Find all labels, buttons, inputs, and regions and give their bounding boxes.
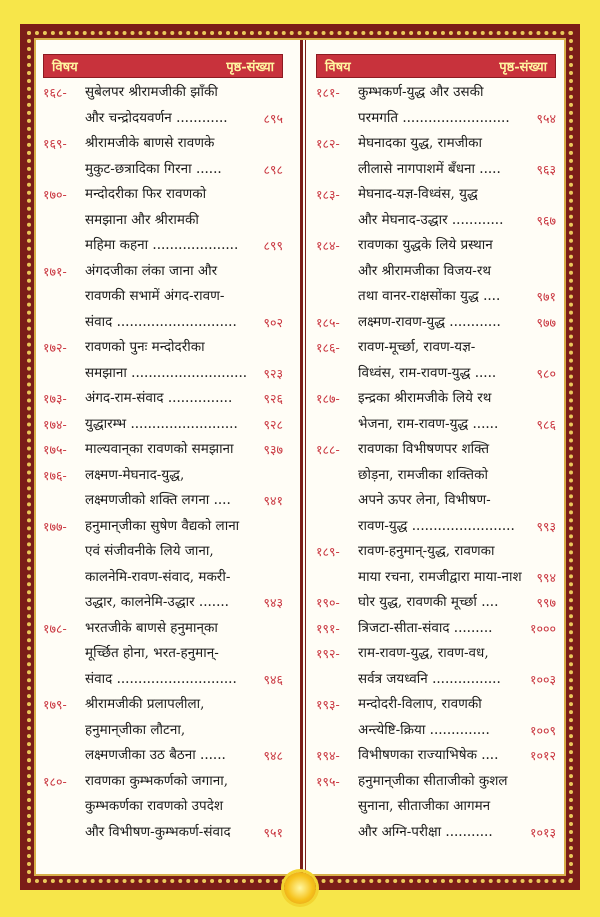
entry-number: १७०- — [43, 187, 67, 202]
sun-ornament-icon — [284, 872, 316, 904]
entry-number — [316, 463, 358, 489]
entry-number — [316, 259, 358, 285]
entry-title: अंगद-राम-संवाद ............... — [85, 390, 233, 406]
entry-title: उद्धार, कालनेमि-उद्धार ....... — [85, 594, 229, 610]
left-entries — [43, 80, 283, 845]
toc-entry — [316, 310, 556, 336]
entry-title: रावण-युद्ध ........................ — [358, 517, 515, 534]
entry-number — [316, 820, 358, 846]
entry-title: भरतजीके बाणसे हनुमान्‌का — [85, 619, 218, 636]
entry-title: और श्रीरामजीका विजय-रथ — [358, 262, 491, 279]
entry-number — [316, 718, 358, 744]
entry-title: और विभीषण-कुम्भकर्ण-संवाद — [85, 823, 231, 840]
entry-title: श्रीरामजीके बाणसे रावणके — [85, 135, 215, 151]
toc-entry — [43, 131, 283, 182]
toc-line — [43, 590, 283, 616]
entry-number: १७४- — [43, 416, 67, 432]
entry-title: घोर युद्ध, रावणकी मूर्च्छा .... — [358, 594, 499, 610]
page-number: १००० — [529, 620, 556, 636]
toc-line — [43, 463, 283, 489]
entry-title: कुम्भकर्ण-युद्ध और उसकी — [358, 84, 484, 100]
toc-line — [316, 361, 556, 387]
entry-number: १७३- — [43, 391, 67, 406]
entry-title: महिमा कहना .................... — [85, 237, 239, 253]
left-column — [43, 54, 283, 845]
entry-number: १९४- — [316, 748, 340, 763]
entry-title: लक्ष्मणजीका उठ बैठना ...... — [85, 747, 226, 763]
page-number: ९९७ — [536, 595, 556, 610]
entry-title: विभीषणका राज्याभिषेक .... — [358, 747, 499, 763]
toc-line — [316, 718, 556, 744]
entry-number: १७५- — [43, 442, 67, 457]
toc-line — [43, 208, 283, 234]
entry-title: मन्दोदरी-विलाप, रावणकी — [358, 696, 482, 712]
entry-number: १८५- — [316, 314, 340, 330]
entry-title: हनुमान्‌जीका सुषेण वैद्यको लाना — [85, 517, 240, 534]
entry-title: संवाद ............................ — [85, 670, 237, 687]
entry-title: अंगदजीका लंका जाना और — [85, 262, 218, 279]
entry-number — [43, 284, 85, 310]
entry-number — [316, 157, 358, 183]
entry-number — [43, 565, 85, 591]
toc-line — [43, 565, 283, 591]
entry-number — [316, 361, 358, 387]
right-column — [316, 54, 556, 845]
entry-number — [43, 667, 85, 693]
toc-entry — [43, 386, 283, 412]
entry-number: १९५- — [316, 773, 340, 789]
entry-title: लक्ष्मण-रावण-युद्ध ............ — [358, 313, 501, 330]
toc-entry — [43, 259, 283, 336]
entry-number — [43, 106, 85, 132]
toc-line — [43, 106, 283, 132]
toc-line — [43, 820, 283, 846]
toc-line — [316, 310, 556, 336]
toc-entry — [316, 233, 556, 310]
entry-title: हनुमान्‌जीका लौटना, — [85, 721, 186, 738]
page-number: ९४३ — [263, 595, 283, 610]
toc-line — [316, 488, 556, 514]
toc-line — [43, 514, 283, 540]
entry-title: युद्धारम्भ ......................... — [85, 415, 238, 432]
entry-number: १७९- — [43, 697, 67, 712]
toc-line — [316, 412, 556, 438]
toc-line — [316, 820, 556, 846]
toc-line — [43, 157, 283, 183]
entry-title: सुनाना, सीताजीका आगमन — [358, 798, 491, 814]
page-number: ९७७ — [536, 314, 556, 330]
page-number: ९७१ — [536, 289, 556, 304]
entry-title: सुबेलपर श्रीरामजीकी झाँकी — [85, 84, 218, 100]
entry-number: १८३- — [316, 187, 340, 202]
entry-title: समझाना और श्रीरामकी — [85, 211, 199, 228]
toc-line — [316, 463, 556, 489]
entry-title: रावणका कुम्भकर्णको जगाना, — [85, 772, 229, 789]
entry-number: १९१- — [316, 620, 340, 636]
toc-line — [43, 718, 283, 744]
toc-line — [316, 284, 556, 310]
entry-number — [316, 794, 358, 820]
page-number: ८९९ — [263, 238, 283, 253]
entry-title: मूर्च्छित होना, भरत-हनुमान्- — [85, 645, 219, 661]
toc-line — [316, 667, 556, 693]
toc-line — [316, 539, 556, 565]
entry-title: तथा वानर-राक्षसोंका युद्ध .... — [358, 288, 501, 304]
entry-title: रावणको पुनः मन्दोदरीका — [85, 339, 205, 355]
entry-title: श्रीरामजीकी प्रलापलीला, — [85, 696, 205, 712]
toc-line — [316, 259, 556, 285]
entry-number: १८८- — [316, 442, 340, 457]
entry-number: १८७- — [316, 391, 340, 406]
entry-title: इन्द्रका श्रीरामजीके लिये रथ — [358, 390, 492, 406]
entry-title: लक्ष्मणजीको शक्ति लगना .... — [85, 492, 231, 508]
toc-entry — [316, 641, 556, 692]
column-divider — [300, 40, 303, 874]
toc-line — [43, 80, 283, 106]
entry-number — [316, 565, 358, 591]
toc-line — [316, 641, 556, 667]
page-number: ९८६ — [536, 416, 556, 432]
toc-line — [316, 335, 556, 361]
toc-entry — [316, 769, 556, 846]
entry-title: माया रचना, रामजीद्वारा माया-नाश — [358, 568, 522, 585]
entry-number — [43, 820, 85, 846]
entry-title: कुम्भकर्णका रावणको उपदेश — [85, 798, 224, 814]
toc-line — [43, 488, 283, 514]
toc-line — [316, 565, 556, 591]
entry-number: १६८- — [43, 85, 67, 100]
entry-title: छोड़ना, रामजीका शक्तिको — [358, 466, 488, 483]
entry-number: १७१- — [43, 263, 67, 279]
entry-number: १८६- — [316, 340, 340, 355]
toc-line — [43, 769, 283, 795]
page-number: ८९८ — [263, 161, 283, 177]
page-number: ९२३ — [263, 365, 283, 381]
toc-entry — [316, 539, 556, 590]
entry-title: रावण-मूर्च्छा, रावण-यज्ञ- — [358, 339, 476, 355]
entry-number — [43, 208, 85, 234]
entry-number — [316, 208, 358, 234]
page-number: १०१३ — [529, 824, 556, 840]
toc-line — [316, 769, 556, 795]
entry-number: १९२- — [316, 646, 340, 661]
toc-line — [316, 157, 556, 183]
right-column-header — [316, 54, 556, 78]
toc-entry — [316, 182, 556, 233]
entry-number — [316, 667, 358, 693]
toc-line — [43, 131, 283, 157]
toc-entry — [316, 692, 556, 743]
page-number: ८९५ — [263, 110, 283, 126]
entry-number — [43, 361, 85, 387]
entry-title: मन्दोदरीका फिर रावणको — [85, 186, 207, 202]
entry-title: सर्वत्र जयध्वनि ................ — [358, 670, 501, 687]
entry-title: कालनेमि-रावण-संवाद, मकरी- — [85, 568, 231, 585]
entry-title: त्रिजटा-सीता-संवाद ......... — [358, 619, 493, 636]
toc-entry — [43, 514, 283, 616]
left-column-header — [43, 54, 283, 78]
entry-number — [316, 284, 358, 310]
toc-entry — [316, 335, 556, 386]
toc-line — [43, 412, 283, 438]
entry-number — [43, 488, 85, 514]
page-number: ९५४ — [536, 110, 556, 126]
entry-title: रावण-हनुमान्-युद्ध, रावणका — [358, 543, 495, 559]
toc-line — [316, 106, 556, 132]
entry-number: १९०- — [316, 595, 340, 610]
toc-entry — [43, 182, 283, 259]
toc-entry — [43, 412, 283, 438]
entry-number — [43, 539, 85, 565]
page-number: ९४६ — [263, 671, 283, 687]
entry-title: अन्त्येष्टि-क्रिया .............. — [358, 721, 490, 738]
entry-number: १६९- — [43, 136, 67, 151]
entry-title: समझाना ........................... — [85, 364, 248, 381]
entry-title: और अग्नि-परीक्षा ........... — [358, 823, 493, 840]
toc-line — [43, 233, 283, 259]
page-number: ९४८ — [263, 748, 283, 763]
entry-number — [43, 233, 85, 259]
toc-entry — [43, 692, 283, 769]
toc-line — [43, 743, 283, 769]
toc-line — [316, 80, 556, 106]
subject-label: विषय — [325, 60, 351, 75]
entry-number — [316, 514, 358, 540]
entry-title: रावणका युद्धके लिये प्रस्थान — [358, 237, 493, 253]
toc-line — [316, 233, 556, 259]
entry-number — [43, 794, 85, 820]
entry-title: और मेघनाद-उद्धार ............ — [358, 211, 504, 228]
entry-number — [316, 488, 358, 514]
toc-line — [43, 692, 283, 718]
entry-title: रावणका विभीषणपर शक्ति — [358, 441, 490, 457]
entry-number: १७६- — [43, 467, 67, 483]
toc-line — [316, 514, 556, 540]
page-number: ९४१ — [263, 493, 283, 508]
toc-entry — [43, 335, 283, 386]
page-number: १०१२ — [529, 748, 556, 763]
toc-entry — [43, 463, 283, 514]
entry-number — [43, 718, 85, 744]
toc-entry — [316, 80, 556, 131]
entry-number: १८४- — [316, 238, 340, 253]
entry-number — [316, 412, 358, 438]
toc-line — [43, 794, 283, 820]
entry-title: मेघनादका युद्ध, रामजीका — [358, 135, 483, 151]
page-number: १००९ — [529, 722, 556, 738]
entry-title: मुकुट-छत्रादिका गिरना ...... — [85, 160, 222, 177]
toc-line — [43, 641, 283, 667]
toc-line — [43, 361, 283, 387]
entry-number: १८९- — [316, 544, 340, 559]
entry-title: लक्ष्मण-मेघनाद-युद्ध, — [85, 466, 185, 483]
toc-line — [316, 131, 556, 157]
toc-entry — [316, 437, 556, 539]
entry-number — [43, 590, 85, 616]
entry-number: १८०- — [43, 773, 67, 789]
toc-line — [43, 284, 283, 310]
toc-line — [43, 667, 283, 693]
toc-line — [316, 437, 556, 463]
entry-number: १८२- — [316, 136, 340, 151]
page-number: ९८० — [536, 365, 556, 381]
toc-entry — [316, 590, 556, 616]
entry-number — [43, 641, 85, 667]
page-number: ९९४ — [536, 569, 556, 585]
toc-entry — [43, 437, 283, 463]
entry-title: विध्वंस, राम-रावण-युद्ध ..... — [358, 364, 497, 381]
toc-line — [43, 539, 283, 565]
toc-line — [43, 616, 283, 642]
subject-label: विषय — [52, 60, 78, 75]
toc-line — [316, 692, 556, 718]
entry-title: संवाद ............................ — [85, 313, 237, 330]
entry-title: हनुमान्‌जीका सीताजीको कुशल — [358, 772, 508, 789]
entry-number — [43, 743, 85, 769]
entry-number: १७८- — [43, 620, 67, 636]
toc-line — [43, 437, 283, 463]
entry-number: १७२- — [43, 340, 67, 355]
toc-line — [316, 386, 556, 412]
toc-entry — [316, 743, 556, 769]
entry-title: माल्यवान्‌का रावणको समझाना — [85, 441, 234, 457]
toc-line — [43, 335, 283, 361]
toc-line — [316, 794, 556, 820]
entry-title: अपने ऊपर लेना, विभीषण- — [358, 492, 491, 508]
page-number: ९६७ — [536, 212, 556, 228]
toc-line — [43, 386, 283, 412]
toc-line — [43, 259, 283, 285]
page-number: ९२६ — [263, 391, 283, 406]
toc-entry — [316, 131, 556, 182]
entry-number: १७७- — [43, 518, 67, 534]
entry-title: लीलासे नागपाशमें बँधना ..... — [358, 160, 501, 177]
toc-entry — [316, 386, 556, 437]
toc-line — [316, 208, 556, 234]
toc-entry — [43, 769, 283, 846]
page-number: ९०२ — [263, 314, 283, 330]
page-count-label: पृष्ठ-संख्या — [226, 60, 274, 75]
page-count-label: पृष्ठ-संख्या — [499, 60, 547, 75]
column-divider-thin — [305, 40, 306, 874]
toc-line — [316, 743, 556, 769]
entry-title: और चन्द्रोदयवर्णन ............ — [85, 109, 228, 126]
right-entries — [316, 80, 556, 845]
entry-title: रावणकी सभामें अंगद-रावण- — [85, 288, 225, 304]
page-number: १००३ — [529, 671, 556, 687]
toc-entry — [43, 80, 283, 131]
entry-number — [316, 106, 358, 132]
page-number: ९२८ — [263, 416, 283, 432]
toc-line — [316, 616, 556, 642]
toc-line — [43, 182, 283, 208]
toc-line — [43, 310, 283, 336]
toc-line — [316, 590, 556, 616]
page-number: ९९३ — [536, 518, 556, 534]
entry-title: भेजना, राम-रावण-युद्ध ...... — [358, 415, 499, 432]
page-number: ९६३ — [536, 161, 556, 177]
entry-number: १८१- — [316, 85, 340, 100]
toc-line — [316, 182, 556, 208]
toc-entry — [43, 616, 283, 693]
entry-number — [43, 157, 85, 183]
contents-panel — [34, 38, 566, 876]
page-number: ९५१ — [263, 824, 283, 840]
entry-title: परमगति ......................... — [358, 109, 510, 126]
entry-title: एवं संजीवनीके लिये जाना, — [85, 543, 214, 559]
entry-number: १९३- — [316, 697, 340, 712]
entry-number — [43, 310, 85, 336]
toc-entry — [316, 616, 556, 642]
entry-title: राम-रावण-युद्ध, रावण-वध, — [358, 645, 489, 661]
page-number: ९३७ — [263, 442, 283, 457]
entry-title: मेघनाद-यज्ञ-विध्वंस, युद्ध — [358, 186, 478, 202]
